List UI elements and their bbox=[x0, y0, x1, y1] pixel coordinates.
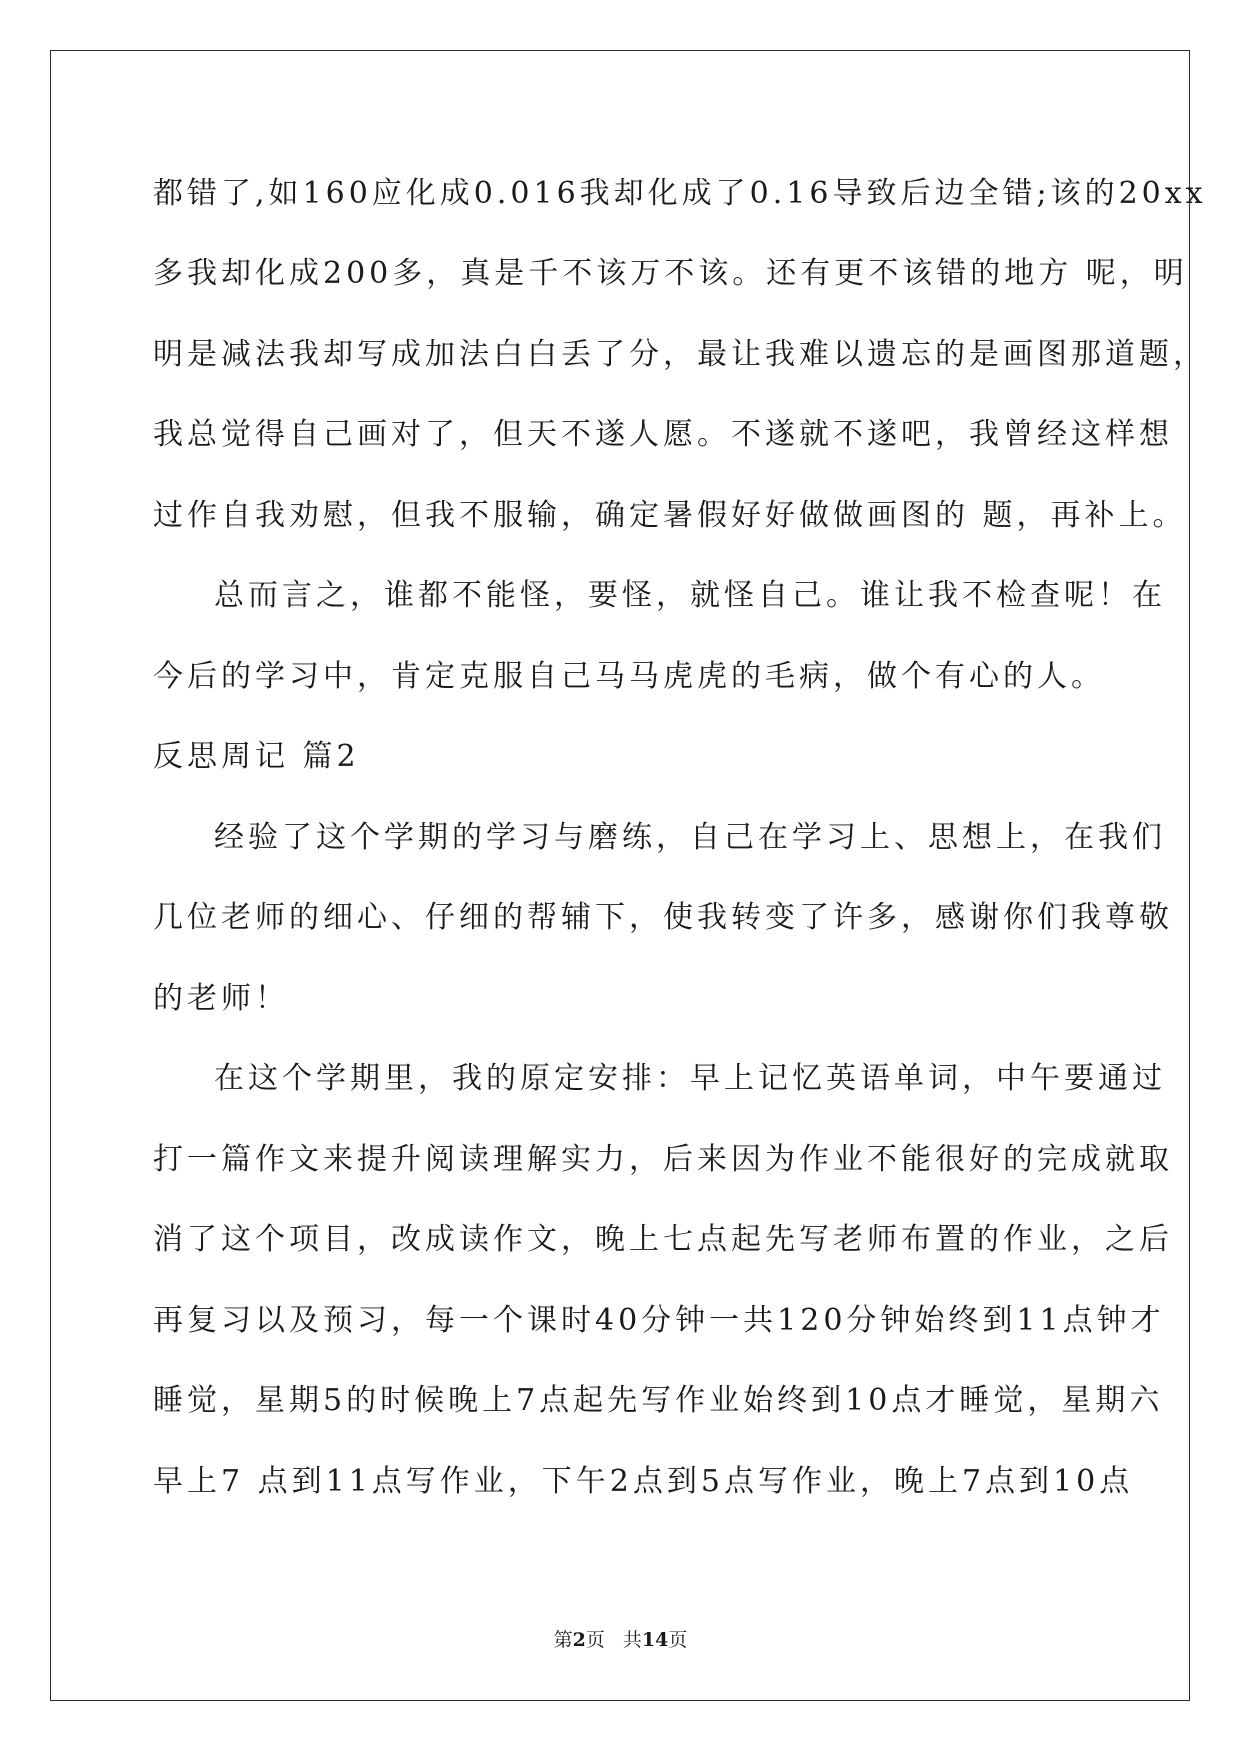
text-line-4: 我总觉得自己画对了，但天不遂人愿。不遂就不遂吧，我曾经这样想 bbox=[153, 417, 1173, 452]
paragraph-start-line-6: 总而言之，谁都不能怪，要怪，就怪自己。谁让我不检查呢！在 bbox=[214, 578, 1166, 613]
footer-total-suffix: 页 bbox=[668, 1629, 688, 1651]
page-border bbox=[50, 50, 1190, 1701]
text-line-16: 睡觉，星期5的时候晚上7点起先写作业始终到10点才睡觉，星期六 bbox=[153, 1383, 1164, 1418]
text-line-7: 今后的学习中，肯定克服自己马马虎虎的毛病，做个有心的人。 bbox=[153, 659, 1105, 694]
text-line-13: 打一篇作文来提升阅读理解实力，后来因为作业不能很好的完成就取 bbox=[153, 1142, 1173, 1177]
footer-page-total: 14 bbox=[641, 1629, 669, 1651]
text-line-15: 再复习以及预习，每一个课时40分钟一共120分钟始终到11点钟才 bbox=[153, 1303, 1165, 1338]
footer-page-mid: 页 bbox=[585, 1629, 605, 1651]
footer-total-prefix: 共 bbox=[622, 1629, 642, 1651]
text-line-10: 几位老师的细心、仔细的帮辅下，使我转变了许多，感谢你们我尊敬 bbox=[153, 900, 1173, 935]
paragraph-start-line-9: 经验了这个学期的学习与磨练，自己在学习上、思想上，在我们 bbox=[214, 820, 1166, 855]
text-line-2: 多我却化成200多，真是千不该万不该。还有更不该错的地方 呢，明 bbox=[153, 256, 1188, 291]
text-line-1: 都错了,如160应化成0.016我却化成了0.16导致后边全错;该的20xx bbox=[153, 176, 1207, 211]
text-line-14: 消了这个项目，改成读作文，晚上七点起先写老师布置的作业，之后 bbox=[153, 1222, 1173, 1257]
text-line-3: 明是减法我却写成加法白白丢了分，最让我难以遗忘的是画图那道题， bbox=[153, 337, 1207, 372]
paragraph-start-line-12: 在这个学期里，我的原定安排：早上记忆英语单词，中午要通过 bbox=[214, 1061, 1166, 1096]
text-line-11: 的老师！ bbox=[153, 981, 289, 1016]
text-line-5: 过作自我劝慰，但我不服输，确定暑假好好做做画图的 题，再补上。 bbox=[153, 498, 1187, 533]
text-line-17: 早上7 点到11点写作业，下午2点到5点写作业，晚上7点到10点 bbox=[153, 1464, 1134, 1499]
footer-page-prefix: 第 bbox=[553, 1629, 573, 1651]
page-footer bbox=[0, 1625, 1241, 1652]
footer-page-current: 2 bbox=[572, 1629, 586, 1651]
section-heading: 反思周记 篇2 bbox=[153, 739, 360, 774]
